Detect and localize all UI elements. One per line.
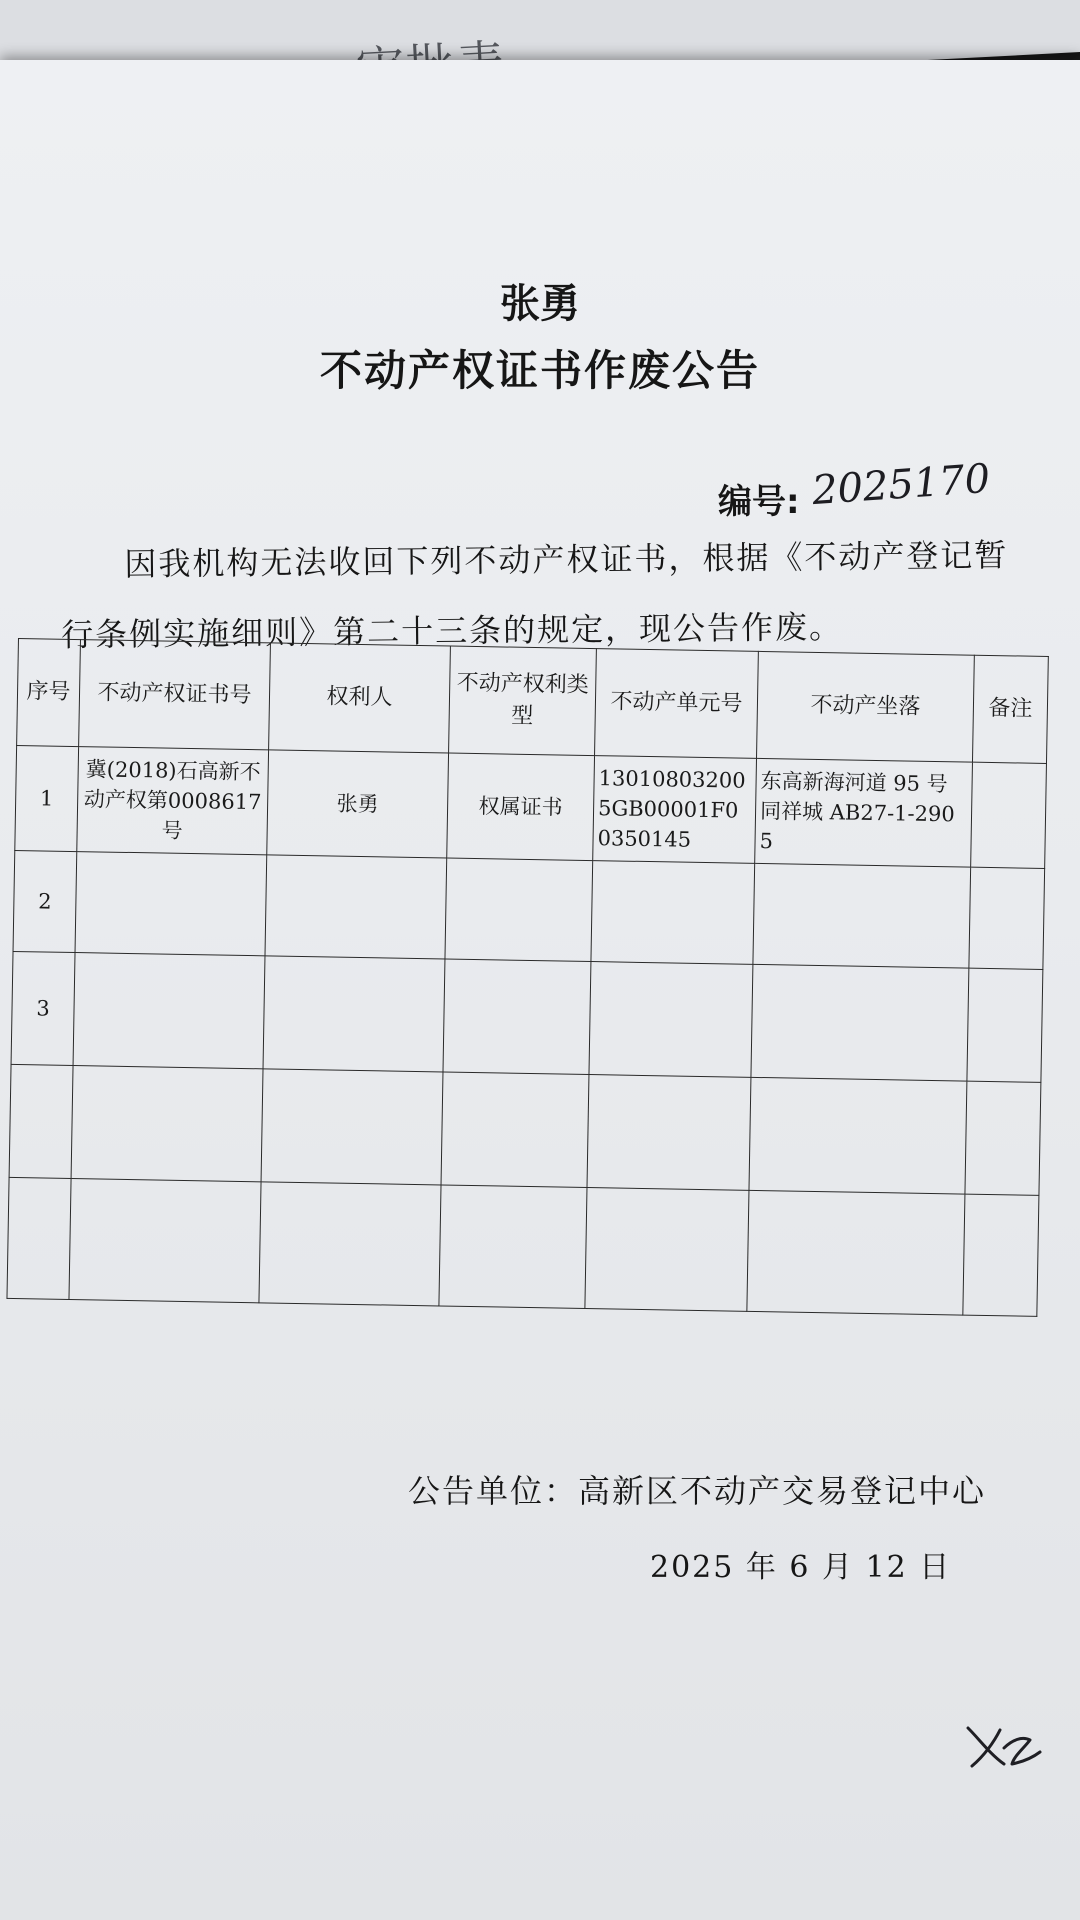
unit-number-cell: [585, 1188, 749, 1312]
unit-number-cell: [587, 1075, 751, 1191]
remarks-cell: [965, 1081, 1041, 1195]
remarks-cell: [971, 762, 1047, 868]
notice-date: 2025 年 6 月 12 日: [650, 1550, 952, 1585]
certificate-table-wrap: [6, 638, 1047, 1317]
location-cell: 东高新海河道 95 号同祥城 AB27-1-2905: [755, 758, 973, 867]
unit-number-cell: 130108032005GB00001F00350145: [593, 756, 757, 864]
certificate-number-cell: [75, 852, 267, 956]
publisher-line: 公告单位：高新区不动产交易登记中心: [408, 1472, 987, 1510]
table-row: [11, 951, 1043, 1082]
certificate-number-cell: [71, 1066, 263, 1182]
certificate-table: [6, 638, 1048, 1317]
header-cell: 不动产坐落: [757, 651, 975, 762]
rights-holder-cell: [263, 956, 445, 1072]
header-cell: 权利人: [269, 643, 451, 753]
table-header-row: [17, 639, 1049, 764]
remarks-cell: [969, 867, 1045, 969]
location-cell: [749, 1077, 967, 1194]
table-row: [15, 745, 1047, 868]
right-type-cell: [445, 858, 593, 962]
right-type-cell: 权属证书: [447, 753, 595, 861]
row-index-cell: 1: [15, 745, 79, 851]
remarks-cell: [967, 968, 1043, 1082]
certificate-number-cell: [69, 1179, 261, 1303]
header-cell: 不动产权证书号: [79, 640, 271, 750]
location-cell: [751, 964, 969, 1081]
table-row: [13, 850, 1045, 969]
row-index-cell: [9, 1064, 73, 1178]
notice-body: 因我机构无法收回下列不动产权证书，根据《不动产登记暂行条例实施细则》第二十三条的规定，现公告作废。: [60, 536, 1009, 654]
row-index-cell: [7, 1177, 71, 1299]
row-index-cell: 3: [11, 951, 75, 1065]
row-index-cell: 2: [13, 850, 77, 952]
remarks-cell: [963, 1194, 1039, 1316]
certificate-number-cell: 冀(2018)石高新不动产权第0008617号: [77, 747, 269, 855]
location-cell: [753, 863, 971, 968]
rights-holder-cell: [265, 855, 447, 959]
right-type-cell: [441, 1072, 589, 1188]
certificate-number-cell: [73, 953, 265, 1069]
header-cell: 备注: [972, 655, 1048, 763]
serial-number-handwritten: 2025170: [810, 455, 992, 515]
table-row: [7, 1177, 1039, 1316]
serial-label: 编号:: [718, 482, 800, 522]
right-type-cell: [443, 959, 591, 1075]
header-cell: 不动产权利类型: [449, 646, 597, 756]
right-type-cell: [439, 1185, 587, 1309]
header-cell: 不动产单元号: [595, 649, 759, 759]
notice-title: 不动产权证书作废公告: [319, 346, 760, 395]
location-cell: [747, 1190, 965, 1315]
rights-holder-cell: 张勇: [267, 750, 449, 858]
table-row: [9, 1064, 1041, 1195]
rights-holder-cell: [261, 1069, 443, 1185]
rights-holder-cell: [259, 1182, 441, 1306]
handwritten-signature-mark: [964, 1718, 1044, 1772]
owner-name-heading: 张勇: [500, 281, 580, 327]
unit-number-cell: [589, 962, 753, 1078]
header-cell: 序号: [17, 639, 81, 747]
unit-number-cell: [591, 861, 755, 965]
